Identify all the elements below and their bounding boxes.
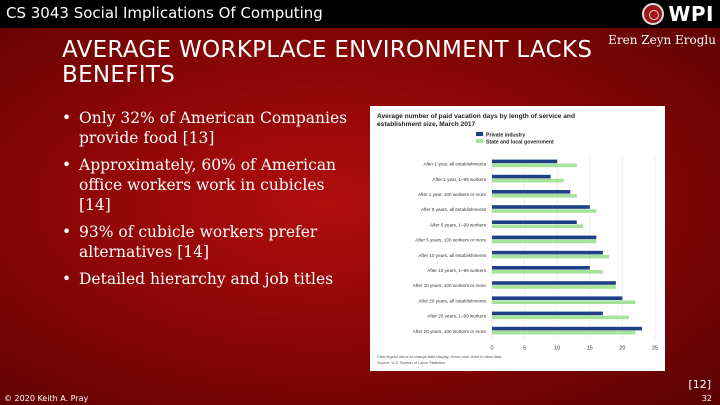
legend-swatch [476, 132, 483, 136]
author-name: Eren Zeyn Eroglu [608, 33, 716, 47]
vacation-days-chart [370, 106, 665, 371]
legend-label: State and local government [486, 139, 554, 146]
course-title: CS 3043 Social Implications Of Computing [6, 4, 323, 22]
category-label: After 20 years, all establishments [418, 298, 486, 304]
category-label: After 20 years, 1–99 workers [427, 313, 486, 319]
bar-government [492, 331, 635, 335]
category-label: After 5 years, 1–99 workers [429, 222, 486, 228]
bar-government [492, 300, 635, 304]
category-label: After 1 year, 100 workers or more [417, 192, 486, 197]
bullet-item [62, 269, 352, 289]
slide-title: AVERAGE WORKPLACE ENVIRONMENT LACKS BENEFITS [62, 37, 593, 88]
wpi-logo [642, 2, 714, 26]
seal-icon [642, 3, 664, 25]
bar-private [492, 160, 557, 164]
category-label: After 1 year, 1–99 workers [432, 176, 486, 182]
bar-government [492, 194, 577, 198]
bullet-item [62, 155, 352, 215]
bullet-icon: • [62, 156, 72, 174]
bullet-text: 93% of cubicle workers prefer alternatives [14] [79, 223, 318, 261]
bullet-icon: • [62, 109, 72, 127]
bullet-text: Detailed hierarchy and job titles [79, 270, 334, 288]
bar-private [492, 175, 551, 179]
bar-private [492, 266, 590, 270]
bar-private [492, 251, 603, 255]
bullet-icon: • [62, 223, 72, 241]
bullet-item [62, 108, 352, 148]
category-label: After 10 years, 100 workers or more [412, 283, 486, 289]
header-bar [0, 0, 720, 28]
category-label: After 1 year, all establishments [423, 161, 486, 167]
bullet-text: Approximately, 60% of American office workers work in cubicles [14] [79, 156, 337, 214]
chart-source: Source: U.S. Bureau of Labor Statistics. [377, 360, 446, 365]
x-tick-label: 5 [523, 345, 527, 352]
logo-text: WPI [668, 2, 714, 26]
bullet-item [62, 222, 352, 262]
bar-government [492, 316, 629, 320]
bar-private [492, 190, 570, 194]
legend-swatch [476, 139, 483, 143]
category-label: After 5 years, all establishments [420, 207, 486, 213]
bar-government [492, 285, 616, 289]
category-label: After 20 years, 100 workers or more [412, 328, 486, 334]
bar-private [492, 205, 590, 209]
category-label: After 10 years, all establishments [418, 252, 486, 258]
bar-government [492, 240, 596, 244]
bar-private [492, 281, 616, 285]
chart-note: Click legend items to change data display. Hover over chart to view data. [377, 354, 503, 359]
bar-government [492, 224, 583, 228]
legend-label: Private industry [486, 132, 526, 139]
x-tick-label: 0 [490, 345, 494, 352]
bar-private [492, 220, 577, 224]
category-label: After 5 years, 100 workers or more [415, 237, 486, 243]
bar-government [492, 164, 577, 168]
bar-government [492, 270, 603, 274]
category-label: After 10 years, 1–99 workers [427, 268, 486, 273]
reference-label: [12] [688, 378, 711, 391]
x-tick-label: 20 [619, 345, 626, 352]
bar-private [492, 312, 603, 316]
bar-government [492, 179, 564, 183]
bullet-icon: • [62, 270, 72, 288]
copyright: © 2020 Keith A. Pray [4, 394, 89, 403]
bar-private [492, 296, 622, 300]
bar-government [492, 209, 596, 213]
chart-svg [370, 106, 665, 371]
bar-private [492, 327, 642, 331]
x-tick-label: 10 [554, 345, 561, 352]
bullet-text: Only 32% of American Companies provide food [13] [79, 109, 348, 147]
x-tick-label: 25 [651, 345, 659, 352]
chart-title: Average number of paid vacation days by length of service and establishment size, March 2017 [377, 113, 575, 128]
bar-government [492, 255, 609, 259]
bullet-list [62, 108, 352, 296]
x-tick-label: 15 [586, 345, 593, 352]
bar-private [492, 236, 596, 240]
page-number: 32 [701, 394, 712, 403]
